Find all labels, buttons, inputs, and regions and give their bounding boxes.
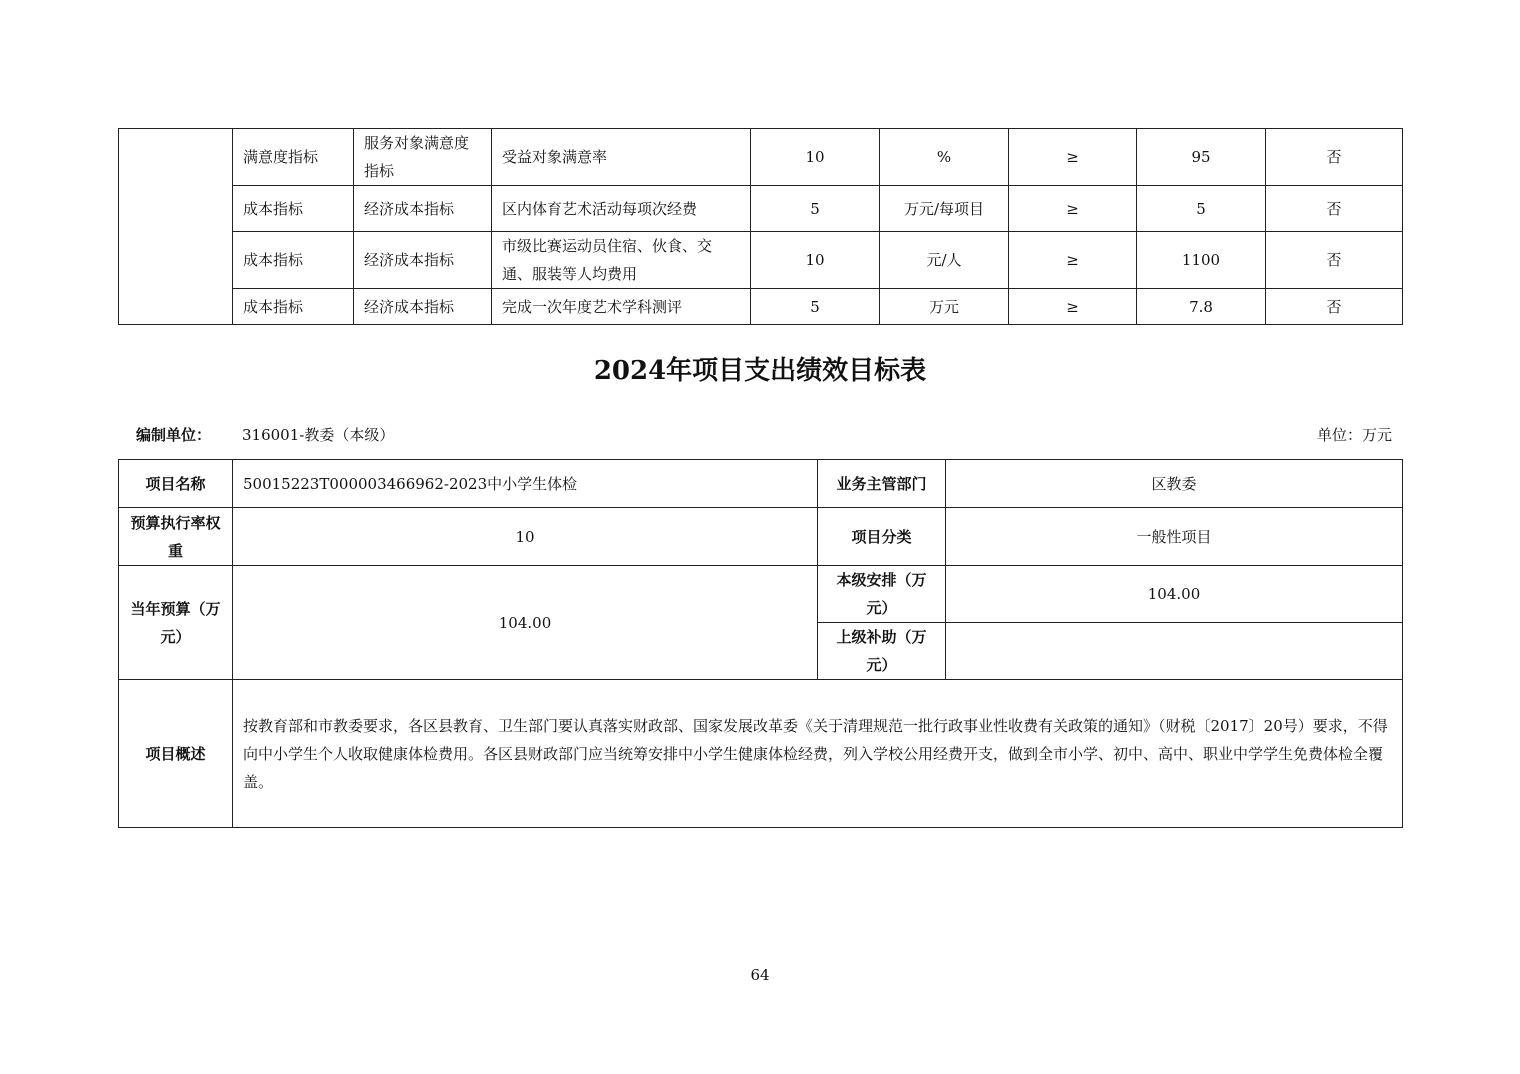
unit-cell: 万元 — [880, 289, 1009, 325]
project-name-value: 50015223T000003466962-2023中小学生体检 — [233, 460, 818, 508]
unit-note: 单位：万元 — [1316, 426, 1392, 444]
indicator-name-cell: 区内体育艺术活动每项次经费 — [492, 186, 751, 232]
indicator-table — [118, 128, 1403, 325]
indicator-name-cell: 市级比赛运动员住宿、伙食、交通、服装等人均费用 — [492, 232, 751, 289]
dept-value: 区教委 — [946, 460, 1403, 508]
target-cell: 95 — [1137, 129, 1266, 186]
core-cell: 否 — [1266, 289, 1403, 325]
unit-cell: 元/人 — [880, 232, 1009, 289]
table-row — [119, 129, 1403, 186]
level1-cell: 成本指标 — [233, 232, 354, 289]
core-cell: 否 — [1266, 186, 1403, 232]
weight-cell: 10 — [751, 129, 880, 186]
overview-text: 按教育部和市教委要求，各区县教育、卫生部门要认真落实财政部、国家发展改革委《关于清理规范一批行政事业性收费有关政策的通知》（财税〔2017〕20号）要求，不得向中小学生个人收取健康体检费用。各区县财政部门应当统筹安排中小学生健康体检经费，列入学校公用经费开支，做到全市小学、初中、高中、职业中学学生免费体检全覆盖。 — [233, 680, 1403, 828]
page-title: 2024年项目支出绩效目标表 — [593, 356, 927, 386]
budget-value: 104.00 — [233, 566, 818, 680]
indicator-name-cell: 完成一次年度艺术学科测评 — [492, 289, 751, 325]
level2-cell: 经济成本指标 — [354, 232, 492, 289]
level1-cell: 满意度指标 — [233, 129, 354, 186]
level2-cell: 服务对象满意度指标 — [354, 129, 492, 186]
core-cell: 否 — [1266, 232, 1403, 289]
dept-label: 业务主管部门 — [818, 460, 946, 508]
local-allocation-value: 104.00 — [946, 566, 1403, 623]
operator-cell: ≥ — [1009, 232, 1137, 289]
subsidy-value — [946, 623, 1403, 680]
level1-cell: 成本指标 — [233, 186, 354, 232]
operator-cell: ≥ — [1009, 186, 1137, 232]
operator-cell: ≥ — [1009, 129, 1137, 186]
table-row — [119, 566, 1403, 623]
target-cell: 7.8 — [1137, 289, 1266, 325]
table-row — [119, 508, 1403, 566]
table-row — [119, 680, 1403, 828]
local-allocation-label: 本级安排（万元） — [818, 566, 946, 623]
weight-cell: 5 — [751, 289, 880, 325]
table-row — [119, 460, 1403, 508]
indicator-name-cell: 受益对象满意率 — [492, 129, 751, 186]
project-name-label: 项目名称 — [119, 460, 233, 508]
overview-label: 项目概述 — [119, 680, 233, 828]
core-cell: 否 — [1266, 129, 1403, 186]
merged-blank-cell — [119, 129, 233, 325]
table-row — [119, 232, 1403, 289]
exec-rate-value: 10 — [233, 508, 818, 566]
level2-cell: 经济成本指标 — [354, 186, 492, 232]
meta-line — [118, 424, 1402, 450]
project-info-table — [118, 459, 1403, 828]
table-row — [119, 186, 1403, 232]
weight-cell: 5 — [751, 186, 880, 232]
subsidy-label: 上级补助（万元） — [818, 623, 946, 680]
org-value: 316001-教委（本级） — [242, 426, 395, 444]
level1-cell: 成本指标 — [233, 289, 354, 325]
operator-cell: ≥ — [1009, 289, 1137, 325]
target-cell: 1100 — [1137, 232, 1266, 289]
page-number: 64 — [750, 966, 770, 984]
unit-cell: % — [880, 129, 1009, 186]
category-label: 项目分类 — [818, 508, 946, 566]
exec-rate-label: 预算执行率权重 — [119, 508, 233, 566]
unit-cell: 万元/每项目 — [880, 186, 1009, 232]
budget-label: 当年预算（万元） — [119, 566, 233, 680]
table-row — [119, 289, 1403, 325]
category-value: 一般性项目 — [946, 508, 1403, 566]
target-cell: 5 — [1137, 186, 1266, 232]
weight-cell: 10 — [751, 232, 880, 289]
level2-cell: 经济成本指标 — [354, 289, 492, 325]
org-label: 编制单位： — [136, 426, 212, 444]
